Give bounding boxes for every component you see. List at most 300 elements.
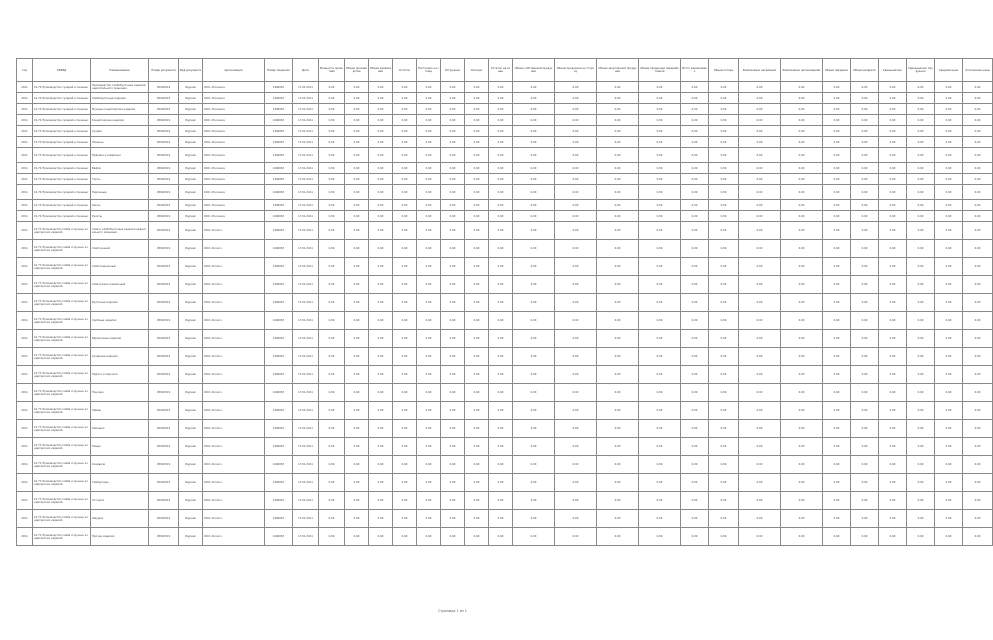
table-cell: 0,00 bbox=[369, 312, 393, 330]
table-cell: 0,00 bbox=[823, 510, 851, 528]
table-cell: 95020019 bbox=[149, 258, 179, 276]
table-cell: 0,00 bbox=[907, 438, 935, 456]
table-cell: 0,00 bbox=[739, 474, 781, 492]
table-cell: 0,00 bbox=[709, 510, 739, 528]
table-cell: 0,00 bbox=[555, 276, 597, 294]
table-cell: 0,00 bbox=[879, 148, 907, 163]
table-cell: 0,00 bbox=[739, 115, 781, 126]
table-cell: 0,00 bbox=[513, 126, 555, 137]
table-row bbox=[17, 211, 993, 222]
table-cell: 0,00 bbox=[739, 492, 781, 510]
table-cell: 0,00 bbox=[851, 438, 879, 456]
table-cell: Журнал bbox=[179, 222, 203, 240]
table-cell: 0,00 bbox=[709, 82, 739, 93]
table-cell: 0,00 bbox=[879, 163, 907, 174]
table-cell: 10.71 Производство хлеба и мучных кондитерских изделий bbox=[33, 510, 91, 528]
table-cell: ООО «Колос» bbox=[203, 402, 265, 420]
table-cell: 0,00 bbox=[851, 222, 879, 240]
table-cell: 0,00 bbox=[963, 510, 993, 528]
column-header: Реализовано населению bbox=[739, 59, 781, 82]
table-cell: 0,00 bbox=[597, 366, 639, 384]
table-cell: 0,00 bbox=[739, 258, 781, 276]
table-cell: 0,00 bbox=[709, 222, 739, 240]
table-cell: 0,00 bbox=[879, 510, 907, 528]
table-cell: 10.71 Производство хлеба и мучных кондитерских изделий bbox=[33, 240, 91, 258]
table-cell: 0,00 bbox=[709, 137, 739, 148]
table-cell: 0,00 bbox=[639, 474, 681, 492]
table-cell: 2011 bbox=[17, 126, 33, 137]
table-cell: 17.01.2011 bbox=[293, 137, 319, 148]
table-cell: 0,00 bbox=[489, 420, 513, 438]
table-cell: 0,00 bbox=[963, 366, 993, 384]
table-cell: 0,00 bbox=[417, 294, 441, 312]
table-cell: 0,00 bbox=[681, 258, 709, 276]
table-cell: 0,00 bbox=[709, 456, 739, 474]
table-cell: 10.71 Производство хлеба и мучных кондитерских изделий bbox=[33, 528, 91, 546]
table-cell: 0,00 bbox=[879, 137, 907, 148]
table-cell: 0,00 bbox=[513, 294, 555, 312]
table-cell: 0,00 bbox=[417, 528, 441, 546]
table-cell: 0,00 bbox=[441, 258, 465, 276]
table-cell: 0,00 bbox=[681, 492, 709, 510]
table-cell: 0,00 bbox=[851, 312, 879, 330]
table-cell: 0,00 bbox=[393, 330, 417, 348]
table-cell: 0,00 bbox=[489, 185, 513, 200]
table-cell: 0,00 bbox=[639, 211, 681, 222]
table-cell: 0,00 bbox=[907, 366, 935, 384]
table-cell: 0,00 bbox=[597, 82, 639, 93]
table-cell: 0,00 bbox=[513, 104, 555, 115]
table-cell: 0,00 bbox=[441, 456, 465, 474]
table-cell: 0,00 bbox=[489, 510, 513, 528]
table-cell: 10.71 Производство хлеба и мучных кондитерских изделий bbox=[33, 330, 91, 348]
table-cell: 0,00 bbox=[465, 104, 489, 115]
table-cell: Журнал bbox=[179, 528, 203, 546]
table-cell: 0,00 bbox=[417, 438, 441, 456]
table-cell: ООО «Колос» bbox=[203, 222, 265, 240]
table-cell: 0,00 bbox=[681, 402, 709, 420]
data-table bbox=[16, 58, 993, 546]
table-cell: 0,00 bbox=[555, 185, 597, 200]
table-cell: Журнал bbox=[179, 104, 203, 115]
table-cell: 0,00 bbox=[513, 93, 555, 104]
table-cell: 0,00 bbox=[709, 115, 739, 126]
table-cell: 0,00 bbox=[851, 276, 879, 294]
table-cell: 10.71 Производство хлеба и мучных кондитерских изделий bbox=[33, 312, 91, 330]
table-cell: 0,00 bbox=[345, 211, 369, 222]
table-cell: 1490067 bbox=[265, 104, 293, 115]
table-cell: 0,00 bbox=[369, 402, 393, 420]
table-cell: 0,00 bbox=[513, 115, 555, 126]
table-cell: 0,00 bbox=[681, 276, 709, 294]
table-cell: 0,00 bbox=[781, 185, 823, 200]
table-cell: 0,00 bbox=[393, 384, 417, 402]
table-cell: 0,00 bbox=[345, 126, 369, 137]
table-cell: Сухари bbox=[91, 126, 149, 137]
table-cell: 0,00 bbox=[319, 474, 345, 492]
table-cell: 0,00 bbox=[597, 126, 639, 137]
table-cell: 0,00 bbox=[345, 93, 369, 104]
table-cell: 1490067 bbox=[265, 420, 293, 438]
table-cell: 0,00 bbox=[513, 200, 555, 211]
table-cell: 0,00 bbox=[823, 174, 851, 185]
table-cell: 95020019 bbox=[149, 366, 179, 384]
table-cell: 0,00 bbox=[907, 174, 935, 185]
table-cell: 0,00 bbox=[935, 82, 963, 93]
table-cell: Хлеб пшеничный bbox=[91, 258, 149, 276]
table-cell: ООО «Росинка» bbox=[203, 93, 265, 104]
table-cell: 0,00 bbox=[417, 330, 441, 348]
table-cell: 0,00 bbox=[907, 510, 935, 528]
table-cell: 0,00 bbox=[465, 294, 489, 312]
table-row bbox=[17, 163, 993, 174]
table-cell: 0,00 bbox=[345, 348, 369, 366]
table-cell: 0,00 bbox=[739, 185, 781, 200]
table-cell: 0,00 bbox=[781, 492, 823, 510]
table-cell: Сухарные изделия bbox=[91, 348, 149, 366]
table-cell: 17.01.2011 bbox=[293, 456, 319, 474]
table-cell: 0,00 bbox=[465, 510, 489, 528]
table-cell: 0,00 bbox=[639, 366, 681, 384]
table-cell: 0,00 bbox=[441, 185, 465, 200]
column-header: Отгружено bbox=[441, 59, 465, 82]
table-cell: 0,00 bbox=[513, 258, 555, 276]
table-row bbox=[17, 510, 993, 528]
table-cell: 0,00 bbox=[963, 258, 993, 276]
table-cell: ООО «Росинка» bbox=[203, 82, 265, 93]
table-cell: 95020019 bbox=[149, 312, 179, 330]
column-header: Объем потерь bbox=[709, 59, 739, 82]
table-cell: 0,00 bbox=[393, 294, 417, 312]
table-cell: 0,00 bbox=[441, 222, 465, 240]
table-cell: Пироги и пирожки bbox=[91, 366, 149, 384]
table-cell: 1490067 bbox=[265, 456, 293, 474]
table-cell: 0,00 bbox=[417, 366, 441, 384]
table-cell: 17.01.2011 bbox=[293, 402, 319, 420]
table-cell: 0,00 bbox=[369, 420, 393, 438]
table-cell: Журнал bbox=[179, 402, 203, 420]
table-cell: 0,00 bbox=[963, 185, 993, 200]
table-cell: 0,00 bbox=[417, 384, 441, 402]
table-cell: 1490067 bbox=[265, 312, 293, 330]
table-cell: 0,00 bbox=[489, 402, 513, 420]
table-cell: 0,00 bbox=[709, 174, 739, 185]
table-cell: 0,00 bbox=[417, 420, 441, 438]
table-cell: 10.72 Производство сухарей и печенья bbox=[33, 137, 91, 148]
table-row bbox=[17, 93, 993, 104]
table-cell: 0,00 bbox=[441, 348, 465, 366]
table-cell: 0,00 bbox=[369, 366, 393, 384]
table-cell: 0,00 bbox=[879, 384, 907, 402]
table-cell: 0,00 bbox=[417, 456, 441, 474]
table-cell: 0,00 bbox=[851, 240, 879, 258]
table-cell: 0,00 bbox=[441, 137, 465, 148]
table-cell: 10.72 Производство сухарей и печенья bbox=[33, 174, 91, 185]
table-cell: 0,00 bbox=[781, 474, 823, 492]
table-cell: 0,00 bbox=[369, 126, 393, 137]
table-cell: 0,00 bbox=[851, 528, 879, 546]
table-cell: 0,00 bbox=[513, 456, 555, 474]
table-cell: 0,00 bbox=[739, 240, 781, 258]
table-cell: 17.01.2011 bbox=[293, 348, 319, 366]
table-cell: 0,00 bbox=[935, 185, 963, 200]
table-cell: Кондитерские изделия bbox=[91, 115, 149, 126]
table-cell: 0,00 bbox=[417, 276, 441, 294]
table-cell: 0,00 bbox=[345, 200, 369, 211]
table-cell: 0,00 bbox=[441, 93, 465, 104]
table-row bbox=[17, 330, 993, 348]
table-cell: 0,00 bbox=[441, 82, 465, 93]
table-cell: ООО «Колос» bbox=[203, 384, 265, 402]
table-cell: 0,00 bbox=[465, 474, 489, 492]
table-cell: 0,00 bbox=[393, 93, 417, 104]
table-cell: 0,00 bbox=[963, 93, 993, 104]
table-cell: 0,00 bbox=[739, 200, 781, 211]
table-cell: 0,00 bbox=[345, 137, 369, 148]
table-cell: 0,00 bbox=[781, 148, 823, 163]
table-cell: 0,00 bbox=[555, 82, 597, 93]
column-header: Дата bbox=[293, 59, 319, 82]
table-cell: 0,00 bbox=[345, 276, 369, 294]
table-cell: ООО «Колос» bbox=[203, 492, 265, 510]
table-cell: Прочие изделия bbox=[91, 528, 149, 546]
table-cell: 0,00 bbox=[739, 348, 781, 366]
table-cell: 0,00 bbox=[597, 104, 639, 115]
table-cell: 0,00 bbox=[441, 211, 465, 222]
table-cell: 0,00 bbox=[417, 115, 441, 126]
table-cell: 0,00 bbox=[441, 366, 465, 384]
table-cell: 0,00 bbox=[907, 93, 935, 104]
table-cell: 0,00 bbox=[513, 163, 555, 174]
table-cell: 0,00 bbox=[639, 384, 681, 402]
table-cell: 0,00 bbox=[681, 330, 709, 348]
table-cell: 0,00 bbox=[739, 312, 781, 330]
column-header: Вид документа bbox=[179, 59, 203, 82]
table-cell: 0,00 bbox=[681, 384, 709, 402]
table-cell: 0,00 bbox=[369, 348, 393, 366]
table-cell: 1490067 bbox=[265, 294, 293, 312]
table-cell: 0,00 bbox=[489, 384, 513, 402]
table-cell: 17.01.2011 bbox=[293, 276, 319, 294]
table-cell: 0,00 bbox=[907, 330, 935, 348]
table-cell: 0,00 bbox=[639, 456, 681, 474]
table-cell: 0,00 bbox=[489, 211, 513, 222]
table-cell: 1490067 bbox=[265, 200, 293, 211]
table-cell: 0,00 bbox=[681, 348, 709, 366]
table-cell: 0,00 bbox=[823, 366, 851, 384]
table-cell: 95020019 bbox=[149, 93, 179, 104]
table-cell: 0,00 bbox=[935, 211, 963, 222]
table-cell: ООО «Росинка» bbox=[203, 126, 265, 137]
table-cell: 0,00 bbox=[639, 330, 681, 348]
table-cell: 0,00 bbox=[823, 258, 851, 276]
table-cell: 95020019 bbox=[149, 222, 179, 240]
table-cell: 0,00 bbox=[465, 492, 489, 510]
table-cell: 0,00 bbox=[781, 528, 823, 546]
table-cell: 0,00 bbox=[681, 200, 709, 211]
table-cell: 0,00 bbox=[489, 104, 513, 115]
table-cell: 0,00 bbox=[393, 420, 417, 438]
table-cell: 0,00 bbox=[369, 492, 393, 510]
table-cell: 1490067 bbox=[265, 366, 293, 384]
table-cell: 0,00 bbox=[417, 104, 441, 115]
table-row bbox=[17, 240, 993, 258]
table-cell: Гамбургеры bbox=[91, 474, 149, 492]
table-cell: 0,00 bbox=[739, 420, 781, 438]
table-cell: 0,00 bbox=[489, 115, 513, 126]
table-cell: 0,00 bbox=[489, 93, 513, 104]
table-cell: 0,00 bbox=[851, 137, 879, 148]
table-cell: 95020019 bbox=[149, 330, 179, 348]
table-cell: 0,00 bbox=[935, 420, 963, 438]
table-cell: 0,00 bbox=[489, 174, 513, 185]
table-cell: 2011 bbox=[17, 528, 33, 546]
table-cell: 0,00 bbox=[879, 528, 907, 546]
table-cell: 0,00 bbox=[441, 384, 465, 402]
table-cell: 0,00 bbox=[555, 366, 597, 384]
column-header: Объем возврата bbox=[851, 59, 879, 82]
table-cell: 0,00 bbox=[489, 312, 513, 330]
table-cell: 0,00 bbox=[879, 366, 907, 384]
table-cell: Журнал bbox=[179, 366, 203, 384]
table-cell: 0,00 bbox=[823, 211, 851, 222]
table-cell: 17.01.2011 bbox=[293, 115, 319, 126]
table-cell: 0,00 bbox=[345, 82, 369, 93]
table-cell: 0,00 bbox=[823, 348, 851, 366]
table-cell: 1490067 bbox=[265, 474, 293, 492]
table-cell: Хлеб и хлебобулочные изделия недлительного хранения bbox=[91, 222, 149, 240]
table-cell: 0,00 bbox=[851, 492, 879, 510]
table-cell: 0,00 bbox=[597, 384, 639, 402]
table-cell: 0,00 bbox=[319, 82, 345, 93]
table-cell: 0,00 bbox=[597, 148, 639, 163]
table-cell: 0,00 bbox=[513, 82, 555, 93]
table-cell: 0,00 bbox=[597, 330, 639, 348]
table-cell: 0,00 bbox=[465, 115, 489, 126]
table-cell: 0,00 bbox=[935, 104, 963, 115]
table-cell: 0,00 bbox=[781, 211, 823, 222]
table-cell: 0,00 bbox=[739, 510, 781, 528]
table-cell: ООО «Колос» bbox=[203, 258, 265, 276]
table-cell: 0,00 bbox=[963, 163, 993, 174]
table-cell: 95020019 bbox=[149, 185, 179, 200]
table-cell: 0,00 bbox=[597, 211, 639, 222]
table-cell: 0,00 bbox=[369, 82, 393, 93]
table-cell: Журнал bbox=[179, 174, 203, 185]
table-cell: 17.01.2011 bbox=[293, 93, 319, 104]
table-row bbox=[17, 384, 993, 402]
table-cell: 0,00 bbox=[319, 258, 345, 276]
table-cell: 95020019 bbox=[149, 456, 179, 474]
table-cell: 0,00 bbox=[823, 82, 851, 93]
table-cell: 17.01.2011 bbox=[293, 185, 319, 200]
table-cell: 0,00 bbox=[709, 348, 739, 366]
table-row bbox=[17, 528, 993, 546]
table-cell: 10.71 Производство хлеба и мучных кондитерских изделий bbox=[33, 474, 91, 492]
table-cell: 0,00 bbox=[393, 528, 417, 546]
table-cell: 0,00 bbox=[907, 474, 935, 492]
table-cell: 0,00 bbox=[963, 115, 993, 126]
column-header: Объем продукции переработанной bbox=[639, 59, 681, 82]
table-cell: 10.72 Производство сухарей и печенья bbox=[33, 104, 91, 115]
table-cell: 10.72 Производство сухарей и печенья bbox=[33, 185, 91, 200]
table-cell: 0,00 bbox=[489, 438, 513, 456]
table-cell: 0,00 bbox=[823, 402, 851, 420]
table-cell: 0,00 bbox=[963, 348, 993, 366]
table-cell: 95020019 bbox=[149, 276, 179, 294]
table-cell: 0,00 bbox=[639, 82, 681, 93]
table-cell: 10.71 Производство хлеба и мучных кондитерских изделий bbox=[33, 456, 91, 474]
table-cell: 0,00 bbox=[879, 420, 907, 438]
table-cell: 0,00 bbox=[597, 93, 639, 104]
table-cell: 0,00 bbox=[489, 492, 513, 510]
table-cell: 0,00 bbox=[823, 438, 851, 456]
table-cell: ООО «Колос» bbox=[203, 330, 265, 348]
table-cell: 0,00 bbox=[907, 200, 935, 211]
table-cell: 0,00 bbox=[639, 104, 681, 115]
table-cell: 0,00 bbox=[935, 93, 963, 104]
table-cell: 0,00 bbox=[369, 384, 393, 402]
table-cell: 0,00 bbox=[709, 185, 739, 200]
table-cell: 0,00 bbox=[739, 276, 781, 294]
table-cell: 2011 bbox=[17, 312, 33, 330]
table-cell: 0,00 bbox=[417, 258, 441, 276]
table-cell: 0,00 bbox=[935, 492, 963, 510]
page-footer: Страница 1 из 1 bbox=[438, 609, 467, 613]
table-cell: 0,00 bbox=[639, 348, 681, 366]
table-cell: 0,00 bbox=[851, 148, 879, 163]
table-cell: 0,00 bbox=[597, 402, 639, 420]
table-cell: 0,00 bbox=[739, 104, 781, 115]
table-cell: Лепешки bbox=[91, 420, 149, 438]
table-cell: 1490067 bbox=[265, 211, 293, 222]
table-cell: 0,00 bbox=[465, 348, 489, 366]
table-cell: 95020019 bbox=[149, 438, 179, 456]
table-cell: 0,00 bbox=[489, 200, 513, 211]
table-cell: ООО «Колос» bbox=[203, 456, 265, 474]
table-cell: 0,00 bbox=[963, 474, 993, 492]
table-cell: 0,00 bbox=[417, 174, 441, 185]
table-cell: 17.01.2011 bbox=[293, 438, 319, 456]
table-cell: 0,00 bbox=[319, 185, 345, 200]
table-cell: Хот-доги bbox=[91, 492, 149, 510]
table-cell: 0,00 bbox=[851, 294, 879, 312]
table-cell: 95020019 bbox=[149, 211, 179, 222]
table-cell: 0,00 bbox=[823, 294, 851, 312]
table-cell: 0,00 bbox=[465, 174, 489, 185]
table-cell: 0,00 bbox=[597, 312, 639, 330]
table-cell: 0,00 bbox=[489, 348, 513, 366]
table-cell: 10.71 Производство хлеба и мучных кондитерских изделий bbox=[33, 420, 91, 438]
table-cell: 0,00 bbox=[465, 185, 489, 200]
table-cell: 0,00 bbox=[369, 240, 393, 258]
table-cell: 0,00 bbox=[555, 384, 597, 402]
table-cell: 0,00 bbox=[963, 126, 993, 137]
table-cell: 10.71 Производство хлеба и мучных кондитерских изделий bbox=[33, 294, 91, 312]
table-cell: 0,00 bbox=[513, 420, 555, 438]
table-cell: 0,00 bbox=[681, 126, 709, 137]
table-row bbox=[17, 115, 993, 126]
table-cell: 0,00 bbox=[513, 510, 555, 528]
table-cell: Журнал bbox=[179, 240, 203, 258]
table-cell: 10.71 Производство хлеба и мучных кондитерских изделий bbox=[33, 438, 91, 456]
table-cell: 0,00 bbox=[823, 148, 851, 163]
table-cell: 0,00 bbox=[739, 528, 781, 546]
table-cell: 0,00 bbox=[709, 276, 739, 294]
table-cell: 0,00 bbox=[597, 240, 639, 258]
table-cell: 0,00 bbox=[681, 104, 709, 115]
table-cell: 0,00 bbox=[417, 222, 441, 240]
